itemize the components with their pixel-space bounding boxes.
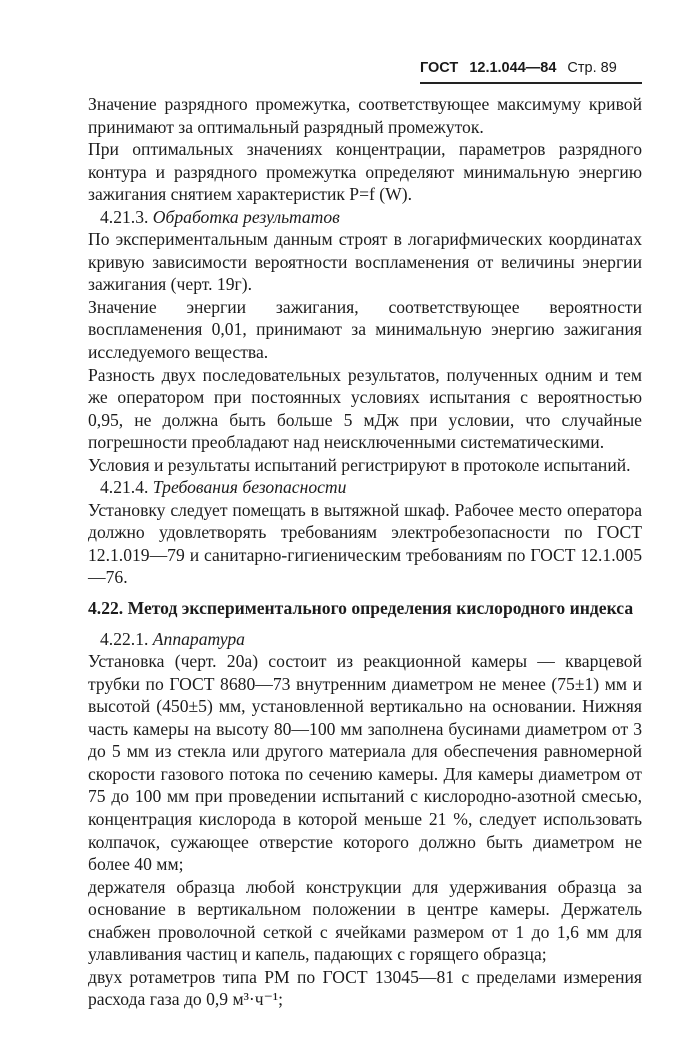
section-4-21-3-heading xyxy=(88,206,642,229)
section-4-22-1-heading xyxy=(88,628,642,651)
standard-number: 12.1.044—84 xyxy=(469,60,557,76)
section-4-21-4-heading xyxy=(88,476,642,499)
paragraph-7: Установку следует помещать в вытяжной шкаф. Рабочее место оператора должно удовлетворять требованиям электробезопасности по ГОСТ 12.1.019—79 и санитарно-гигиеническим требованиям по ГОСТ 12.1.005—76. xyxy=(88,499,642,588)
section-number: 4.22.1. xyxy=(100,628,149,649)
paragraph-1: Значение разрядного промежутка, соответствующее максимуму кривой принимают за оптимальный разрядный промежуток. xyxy=(88,94,642,137)
paragraph-10: двух ротаметров типа РМ по ГОСТ 13045—81 с пределами измерения расхода газа до 0,9 м³·ч⁻¹; xyxy=(88,966,642,1010)
body-text xyxy=(88,93,642,1011)
paragraph-5: Разность двух последовательных результатов, полученных одним и тем же оператором при постоянных условиях испытания с вероятностью 0,95, не должна быть больше 5 мДж при условии, что случайные погрешности преобладают над неисключенными систематическими. xyxy=(88,364,642,453)
section-title: Обработка результатов xyxy=(152,206,340,227)
page-number: Стр. 89 xyxy=(567,60,617,76)
section-number: 4.21.3. xyxy=(100,206,149,227)
paragraph-3: По экспериментальным данным строят в логарифмических координатах кривую зависимости вероятности воспламенения от величины энергии зажигания (черт. 19г). xyxy=(88,229,642,295)
paragraph-6: Условия и результаты испытаний регистрируют в протоколе испытаний. xyxy=(88,454,631,475)
paragraph-2: При оптимальных значениях концентрации, параметров разрядного контура и разрядного промежутка определяют минимальную энергию зажигания снятием характеристик P=f (W). xyxy=(88,139,642,205)
section-number: 4.21.4. xyxy=(100,477,149,498)
section-title: Требования безопасности xyxy=(152,477,347,498)
section-4-22-heading: 4.22. Метод экспериментального определения кислородного индекса xyxy=(88,598,634,619)
page-header xyxy=(420,60,642,76)
header-rule xyxy=(420,82,642,84)
section-title: Аппаратура xyxy=(152,628,245,649)
paragraph-4: Значение энергии зажигания, соответствующее вероятности воспламенения 0,01, принимают за минимальную энергию зажигания исследуемого вещества. xyxy=(88,296,642,363)
paragraph-9: держателя образца любой конструкции для удерживания образца за основание в вертикальном положении в центре камеры. Держатель снабжен проволочной сеткой с ячейками размером от 1 до 1,6 мм для улавливания частиц и капель, падающих с горящего образца; xyxy=(88,876,642,965)
standard-label: ГОСТ xyxy=(420,60,459,76)
paragraph-8: Установка (черт. 20а) состоит из реакционной камеры — кварцевой трубки по ГОСТ 8680—73 внутренним диаметром не менее (75±1) мм и высотой (450±5) мм, установленной вертикально на основании. Нижняя часть камеры на высоту 80—100 мм заполнена бусинами диаметром от 3 до 5 мм из стекла или другого материала для обеспечения равномерной скорости газового потока по сечению камеры. Для камеры диаметром от 75 до 100 мм при проведении испытаний с кислородно-азотной смесью, концентрация кислорода в которой меньше 21 %, следует использовать колпачок, сужающее отверстие которого должно быть диаметром не более 40 мм; xyxy=(88,651,642,875)
